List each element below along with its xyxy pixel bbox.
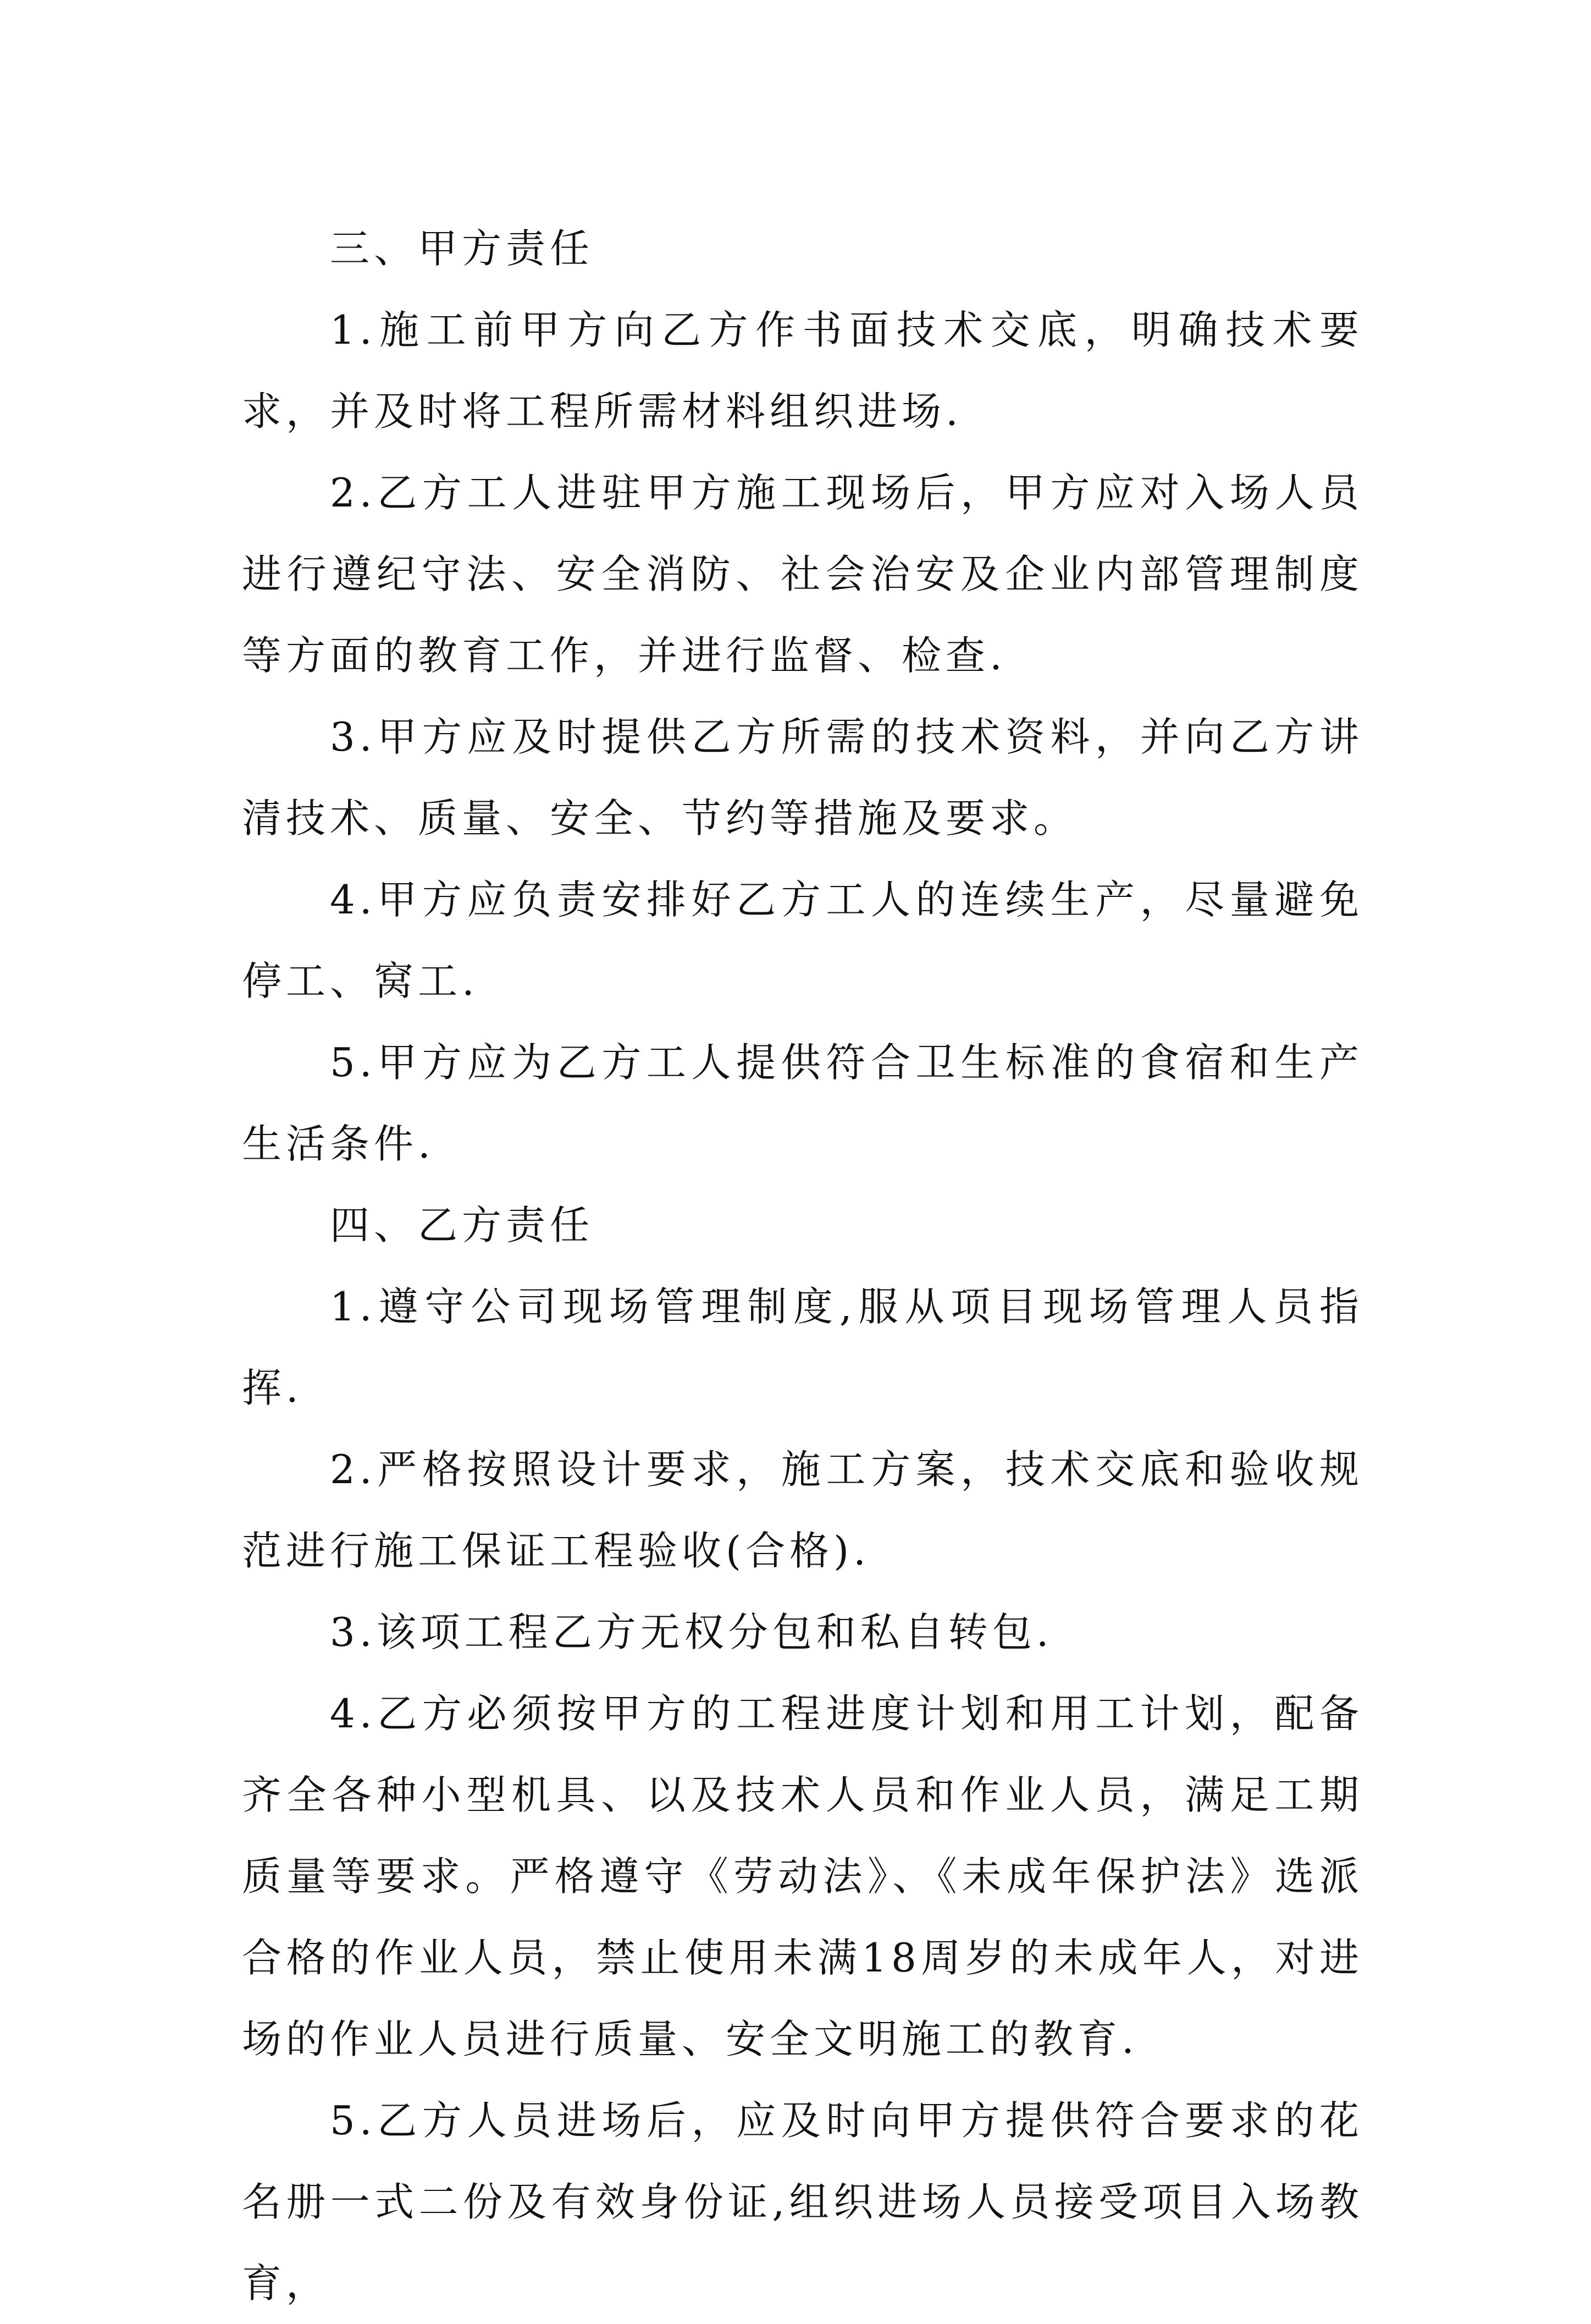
party-b-clause-1: 1.遵守公司现场管理制度,服从项目现场管理人员指挥. <box>242 1284 1363 1411</box>
party-a-clause-5: 5.甲方应为乙方工人提供符合卫生标准的食宿和生产生活条件. <box>242 1039 1363 1167</box>
party-a-clause-3: 3.甲方应及时提供乙方所需的技术资料，并向乙方讲清技术、质量、安全、节约等措施及要求。 <box>242 714 1363 841</box>
party-b-clause-4: 4.乙方必须按甲方的工程进度计划和用工计划，配备齐全各种小型机具、以及技术人员和作业人员，满足工期质量等要求。严格遵守《劳动法》、《未成年保护法》选派合格的作业人员，禁止使用未满18周岁的未成年人，对进场的作业人员进行质量、安全文明施工的教育. <box>242 1690 1363 2062</box>
party-b-clause-2: 2.严格按照设计要求，施工方案，技术交底和验收规范进行施工保证工程验收(合格). <box>242 1446 1363 1574</box>
section-heading-party-a: 三、甲方责任 <box>330 225 594 272</box>
party-b-clause-5: 5.乙方人员进场后，应及时向甲方提供符合要求的花名册一式二份及有效身份证,组织进场人员接受项目入场教育， <box>242 2097 1363 2306</box>
party-a-clause-1: 1.施工前甲方向乙方作书面技术交底，明确技术要求，并及时将工程所需材料组织进场. <box>242 307 1363 434</box>
party-a-clause-2: 2.乙方工人进驻甲方施工现场后，甲方应对入场人员进行遵纪守法、安全消防、社会治安及企业内部管理制度等方面的教育工作，并进行监督、检查. <box>242 470 1363 679</box>
document-body <box>242 208 1363 2324</box>
party-b-clause-3: 3.该项工程乙方无权分包和私自转包. <box>330 1609 1053 1655</box>
section-heading-party-b: 四、乙方责任 <box>330 1202 594 1248</box>
party-a-clause-4: 4.甲方应负责安排好乙方工人的连续生产，尽量避免停工、窝工. <box>242 877 1363 1004</box>
